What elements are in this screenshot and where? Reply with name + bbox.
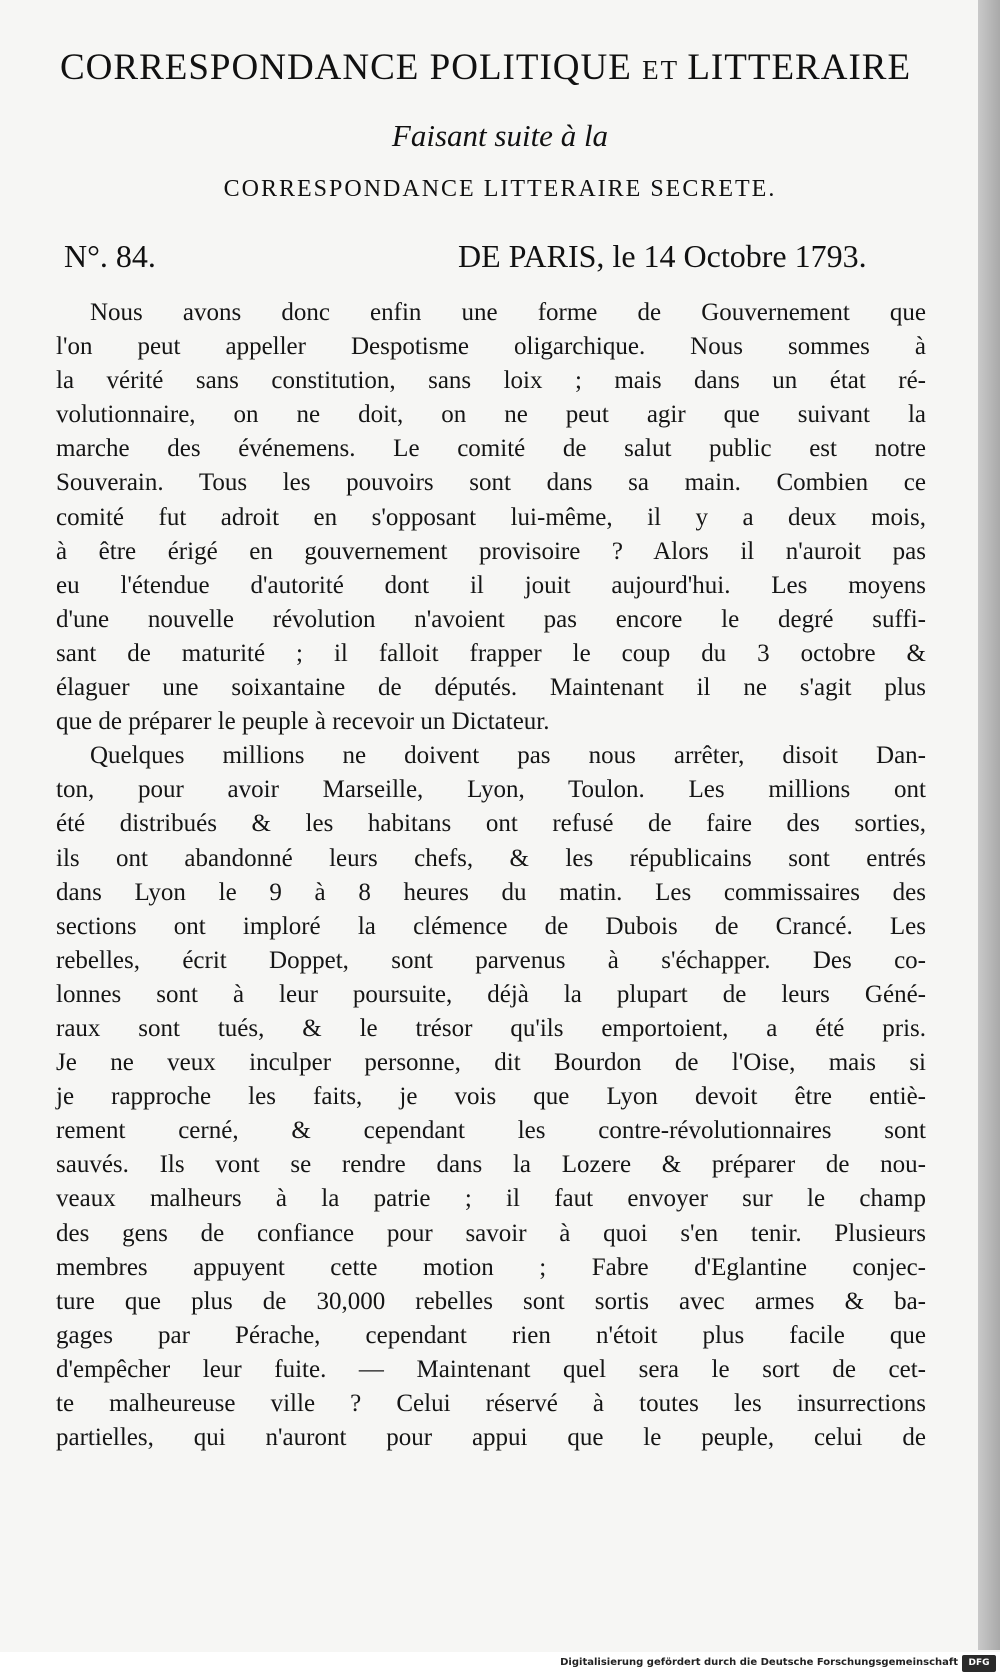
text-line: gages par Pérache, cependant rien n'étoit plus facile que xyxy=(56,1321,926,1349)
text-line: volutionnaire, on ne doit, on ne peut agir que suivant la xyxy=(56,401,926,429)
footer-credit: Digitalisierung gefördert durch die Deutsche Forschungsgemeinschaft xyxy=(560,1657,958,1668)
text-line: Souverain. Tous les pouvoirs sont dans sa main. Combien ce xyxy=(56,469,926,497)
text-line: ton, pour avoir Marseille, Lyon, Toulon. Les millions ont xyxy=(56,776,926,804)
text-line: raux sont tués, & le trésor qu'ils emportoient, a été pris. xyxy=(56,1014,926,1042)
text-line: l'on peut appeller Despotisme oligarchique. Nous sommes à xyxy=(56,333,926,361)
journal-subheader: CORRESPONDANCE LITTERAIRE SECRETE. xyxy=(223,176,777,202)
journal-title-et: ET xyxy=(642,55,688,85)
text-line: la vérité sans constitution, sans loix ; mais dans un état ré- xyxy=(56,367,926,395)
text-line: rement cerné, & cependant les contre-révolutionnaires sont xyxy=(56,1117,926,1145)
digitization-footer xyxy=(0,1652,1000,1676)
journal-subtitle: Faisant suite à la xyxy=(391,118,609,153)
text-line: sant de maturité ; il falloit frapper le coup du 3 octobre & xyxy=(56,639,926,667)
text-line: Nous avons donc enfin une forme de Gouvernement que xyxy=(90,299,926,326)
text-line: que de préparer le peuple à recevoir un Dictateur. xyxy=(56,708,550,736)
text-line: des gens de confiance pour savoir à quoi s'en tenir. Plusieurs xyxy=(56,1219,926,1247)
dateline: DE PARIS, le 14 Octobre 1793. xyxy=(458,238,867,274)
text-line: à être érigé en gouvernement provisoire ? Alors il n'auroit pas xyxy=(56,537,926,565)
text-line: élaguer une soixantaine de députés. Maintenant il ne s'agit plus xyxy=(56,674,926,702)
text-line: été distribués & les habitans ont refusé de faire des sorties, xyxy=(56,810,926,838)
text-line: veaux malheurs à la patrie ; il faut envoyer sur le champ xyxy=(56,1185,926,1213)
text-line: ture que plus de 30,000 rebelles sont sortis avec armes & ba- xyxy=(56,1287,926,1315)
text-line: lonnes sont à leur poursuite, déjà la plupart de leurs Géné- xyxy=(56,980,926,1008)
journal-title-part1: CORRESPONDANCE POLITIQUE xyxy=(60,47,643,88)
text-line: ils ont abandonné leurs chefs, & les républicains sont entrés xyxy=(56,844,926,872)
journal-title-part2: LITTERAIRE xyxy=(687,47,912,88)
text-line: je rapproche les faits, je vois que Lyon devoit être entiè- xyxy=(56,1083,926,1111)
text-line: rebelles, écrit Doppet, sont parvenus à s'échapper. Des co- xyxy=(56,946,926,974)
text-line: d'empêcher leur fuite. — Maintenant quel sera le sort de cet- xyxy=(56,1355,926,1383)
text-line: comité fut adroit en s'opposant lui-même, il y a deux mois, xyxy=(56,503,926,531)
text-line: Quelques millions ne doivent pas nous arrêter, disoit Dan- xyxy=(90,742,926,770)
page-edge-shadow xyxy=(978,0,1000,1650)
text-line: Je ne veux inculper personne, dit Bourdon de l'Oise, mais si xyxy=(56,1049,926,1077)
text-line: eu l'étendue d'autorité dont il jouit aujourd'hui. Les moyens xyxy=(56,571,926,599)
text-line: te malheureuse ville ? Celui réservé à toutes les insurrections xyxy=(56,1390,926,1417)
text-line: sections ont imploré la clémence de Dubois de Crancé. Les xyxy=(56,912,926,940)
issue-number: N°. 84. xyxy=(64,238,156,274)
text-line: marche des événemens. Le comité de salut public est notre xyxy=(56,435,926,463)
dfg-logo: DFG xyxy=(962,1655,996,1672)
text-line: sauvés. Ils vont se rendre dans la Lozere & préparer de nou- xyxy=(56,1151,926,1179)
text-line: partielles, qui n'auront pour appui que le peuple, celui de xyxy=(56,1424,926,1452)
journal-title xyxy=(60,46,940,89)
text-line: d'une nouvelle révolution n'avoient pas encore le degré suffi- xyxy=(56,605,926,633)
text-line: dans Lyon le 9 à 8 heures du matin. Les commissaires des xyxy=(56,878,926,906)
text-line: membres appuyent cette motion ; Fabre d'Eglantine conjec- xyxy=(56,1253,926,1281)
article-body xyxy=(56,296,926,1455)
